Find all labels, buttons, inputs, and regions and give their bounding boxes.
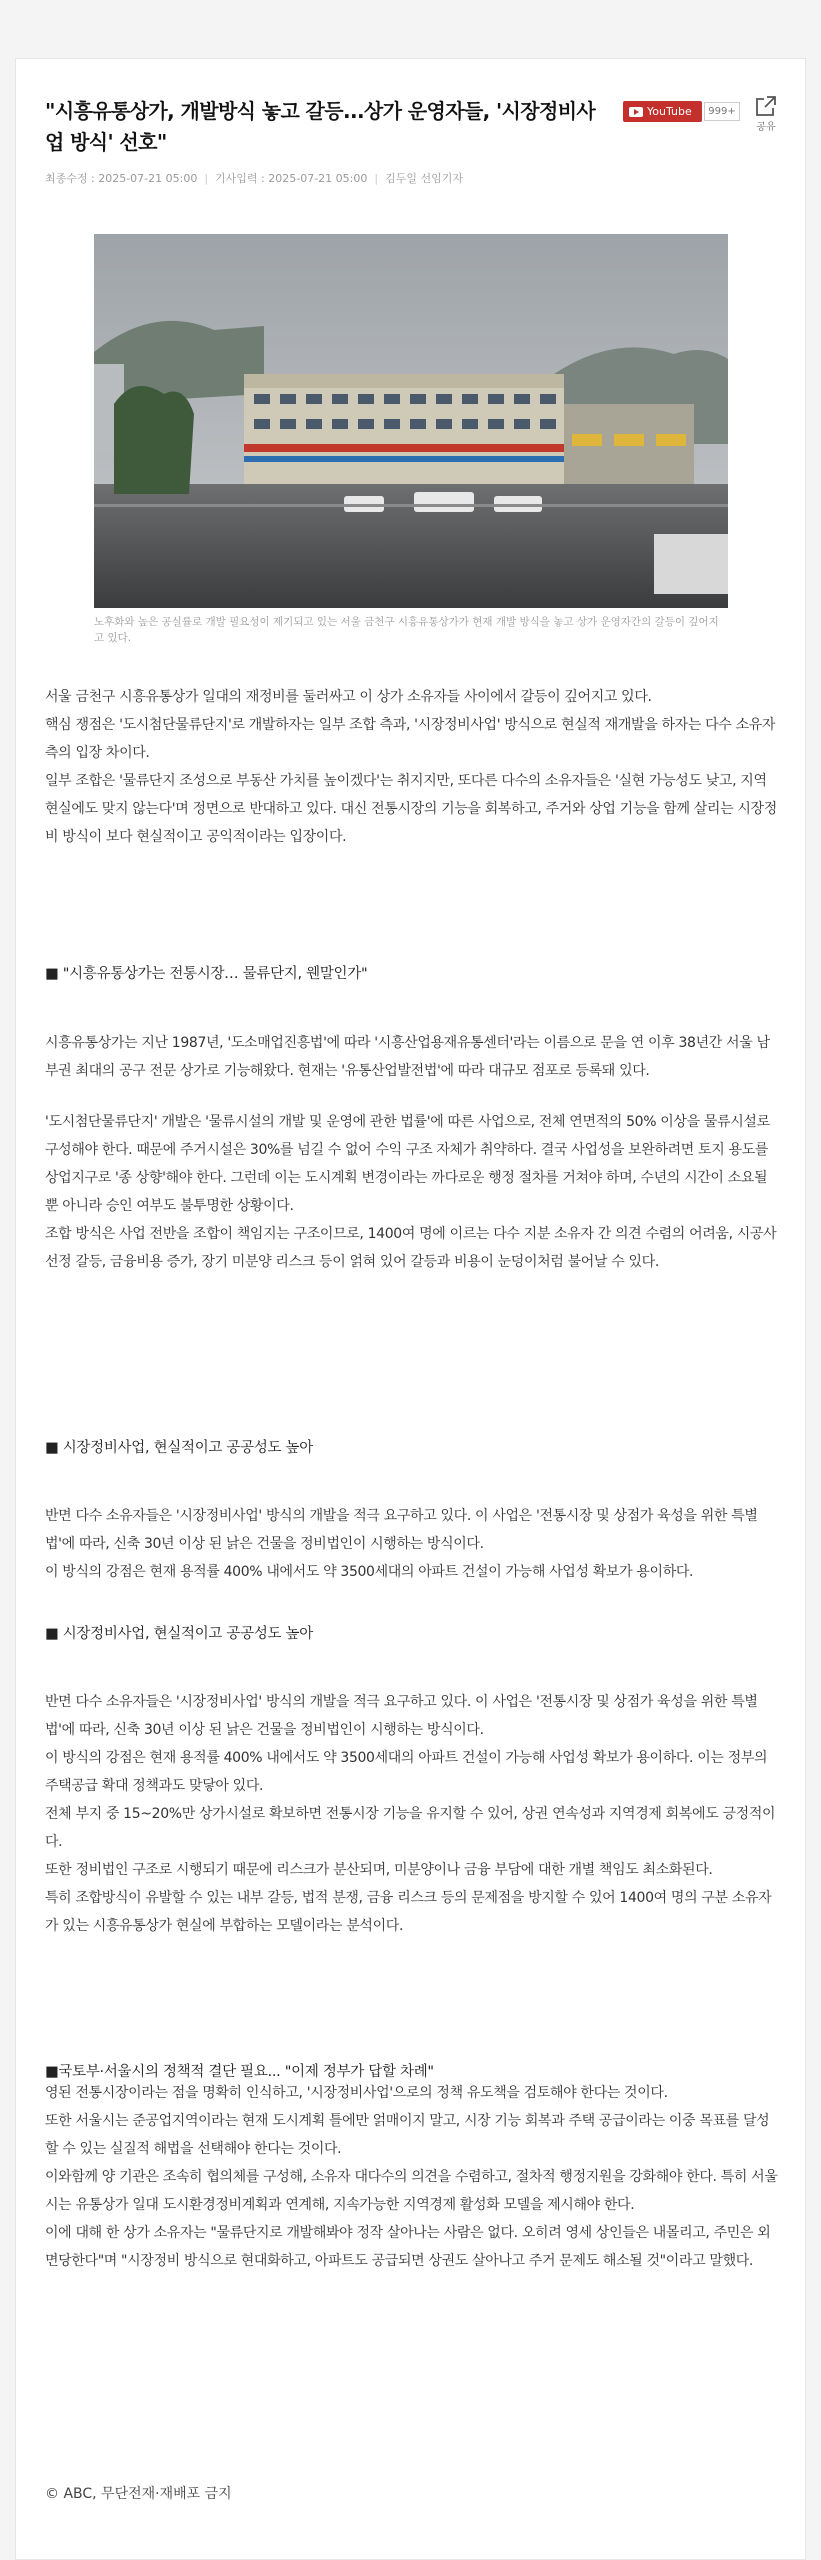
- youtube-play-icon: [629, 107, 643, 117]
- section-heading-2: ■ 시장정비사업, 현실적이고 공공성도 높아: [45, 1440, 313, 1456]
- youtube-button[interactable]: [623, 101, 702, 122]
- youtube-label: YouTube: [647, 105, 692, 118]
- photo-image: [94, 234, 728, 608]
- paragraph: '도시첨단물류단지' 개발은 '물류시설의 개발 및 운영에 관한 법률'에 따른 사업으로, 전체 연면적의 50% 이상을 물류시설로 구성해야 한다. 때문에 주거시설은 30%를 넘길 수 없어 수익 구조 자체가 취약하다. 결국 사업성을 보완하려면 토지 용도를 상업지구로 '종 상향'해야 한다. 그런데 이는 도시계획 변경이라는 까다로운 행정 절차를 거쳐야 하며, 수년의 시간이 소요될 뿐 아니라 승인 여부도 불투명한 상황이다.: [45, 1114, 770, 1214]
- paragraph: 전체 부지 중 15~20%만 상가시설로 확보하면 전통시장 기능을 유지할 수 있어, 상권 연속성과 지역경제 회복에도 긍정적이다.: [45, 1806, 776, 1850]
- paragraph: 시흥유통상가는 지난 1987년, '도소매업진흥법'에 따라 '시흥산업용재유통센터'라는 이름으로 문을 연 이후 38년간 서울 남부권 최대의 공구 전문 상가로 기능해왔다. 현재는 '유통산업발전법'에 따라 대규모 점포로 등록돼 있다.: [45, 1035, 770, 1079]
- updated-date: 최종수정 : 2025-07-21 05:00: [45, 172, 198, 185]
- article-photo: [94, 234, 728, 608]
- meta-divider: |: [204, 172, 209, 185]
- paragraph: 이 방식의 강점은 현재 용적률 400% 내에서도 약 3500세대의 아파트 건설이 가능해 사업성 확보가 용이하다. 이는 정부의 주택공급 확대 정책과도 맞닿아 있다.: [45, 1750, 768, 1794]
- body-block-history: [45, 1029, 779, 1085]
- meta-divider: |: [374, 172, 379, 185]
- share-button[interactable]: [749, 95, 783, 139]
- section-heading-3: ■ 시장정비사업, 현실적이고 공공성도 높아: [45, 1626, 313, 1642]
- body-block-intro: [45, 683, 779, 851]
- youtube-count-badge: 999+: [704, 102, 740, 121]
- paragraph: 조합 방식은 사업 전반을 조합이 책임지는 구조이므로, 1400여 명에 이르는 다수 지분 소유자 간 의견 수렴의 어려움, 시공사 선정 갈등, 금융비용 증가, 장기 미분양 리스크 등이 얽혀 있어 갈등과 비용이 눈덩이처럼 불어날 수 있다.: [45, 1226, 777, 1270]
- article-meta: [45, 170, 463, 186]
- paragraph: 핵심 쟁점은 '도시첨단물류단지'로 개발하자는 일부 조합 측과, '시장정비사업' 방식으로 현실적 재개발을 하자는 다수 소유자 측의 입장 차이다.: [45, 717, 776, 761]
- article-container: [15, 58, 806, 2560]
- share-icon: [755, 95, 777, 117]
- share-label: 공유: [756, 122, 776, 133]
- paragraph: 반면 다수 소유자들은 '시장정비사업' 방식의 개발을 적극 요구하고 있다. 이 사업은 '전통시장 및 상점가 육성을 위한 특별법'에 따라, 신축 30년 이상 된 낡은 건물을 정비법인이 시행하는 방식이다.: [45, 1694, 758, 1738]
- body-block-market: [45, 1688, 779, 1940]
- paragraph: 특히 조합방식이 유발할 수 있는 내부 갈등, 법적 분쟁, 금융 리스크 등의 문제점을 방지할 수 있어 1400여 명의 구분 소유자가 있는 시흥유통상가 현실에 부합하는 모델이라는 분석이다.: [45, 1890, 772, 1934]
- paragraph: 일부 조합은 '물류단지 조성으로 부동산 가치를 높이겠다'는 취지지만, 또다른 다수의 소유자들은 '실현 가능성도 낮고, 지역 현실에도 맞지 않는다'며 정면으로 반대하고 있다. 대신 전통시장의 기능을 회복하고, 주거와 상업 기능을 함께 살리는 시장정비 방식이 보다 현실적이고 공익적이라는 입장이다.: [45, 773, 777, 845]
- paragraph: 이와함께 양 기관은 조속히 협의체를 구성해, 소유자 대다수의 의견을 수렴하고, 절차적 행정지원을 강화해야 한다. 특히 서울시는 유통상가 일대 도시환경정비계획과 연계해, 지속가능한 지역경제 활성화 모델을 제시해야 한다.: [45, 2169, 778, 2213]
- paragraph: 반면 다수 소유자들은 '시장정비사업' 방식의 개발을 적극 요구하고 있다. 이 사업은 '전통시장 및 상점가 육성을 위한 특별법'에 따라, 신축 30년 이상 된 낡은 건물을 정비법인이 시행하는 방식이다.: [45, 1508, 758, 1552]
- section-heading-4: ■국토부·서울시의 정책적 결단 필요... "이제 정부가 답할 차례": [45, 2064, 434, 2080]
- copyright-notice: © ABC, 무단전재·재배포 금지: [45, 2486, 232, 2502]
- paragraph: 서울 금천구 시흥유통상가 일대의 재정비를 둘러싸고 이 상가 소유자들 사이에서 갈등이 깊어지고 있다.: [45, 689, 652, 705]
- published-date: 기사입력 : 2025-07-21 05:00: [215, 172, 368, 185]
- body-block-policy: [45, 2079, 779, 2275]
- paragraph: 이에 대해 한 상가 소유자는 "물류단지로 개발해봐야 정작 살아나는 사람은 없다. 오히려 영세 상인들은 내몰리고, 주민은 외면당한다"며 "시장정비 방식으로 현대화하고, 아파트도 공급되면 상권도 살아나고 주거 문제도 해소될 것"이라고 말했다.: [45, 2225, 771, 2269]
- body-block-preview: [45, 1502, 779, 1586]
- reporter-name: 김두일 선임기자: [385, 172, 463, 185]
- body-block-logistics: [45, 1108, 779, 1276]
- photo-caption: 노후화와 높은 공실률로 개발 필요성이 제기되고 있는 서울 금천구 시흥유통상가가 현재 개발 방식을 놓고 상가 운영자간의 갈등이 깊어지고 있다.: [94, 616, 719, 644]
- paragraph: 또한 서울시는 준공업지역이라는 현재 도시계획 틀에만 얽매이지 말고, 시장 기능 회복과 주택 공급이라는 이중 목표를 달성할 수 있는 실질적 해법을 선택해야 한다는 것이다.: [45, 2113, 770, 2157]
- section-heading-1: ■ "시흥유통상가는 전통시장… 물류단지, 웬말인가": [45, 966, 368, 982]
- paragraph: 이 방식의 강점은 현재 용적률 400% 내에서도 약 3500세대의 아파트 건설이 가능해 사업성 확보가 용이하다.: [45, 1564, 694, 1580]
- paragraph: 영된 전통시장이라는 점을 명확히 인식하고, '시장정비사업'으로의 정책 유도책을 검토해야 한다는 것이다.: [45, 2085, 668, 2101]
- paragraph: 또한 정비법인 구조로 시행되기 때문에 리스크가 분산되며, 미분양이나 금융 부담에 대한 개별 책임도 최소화된다.: [45, 1862, 713, 1878]
- article-title: "시흥유통상가, 개발방식 놓고 갈등...상가 운영자들, '시장정비사업 방식' 선호": [45, 99, 596, 154]
